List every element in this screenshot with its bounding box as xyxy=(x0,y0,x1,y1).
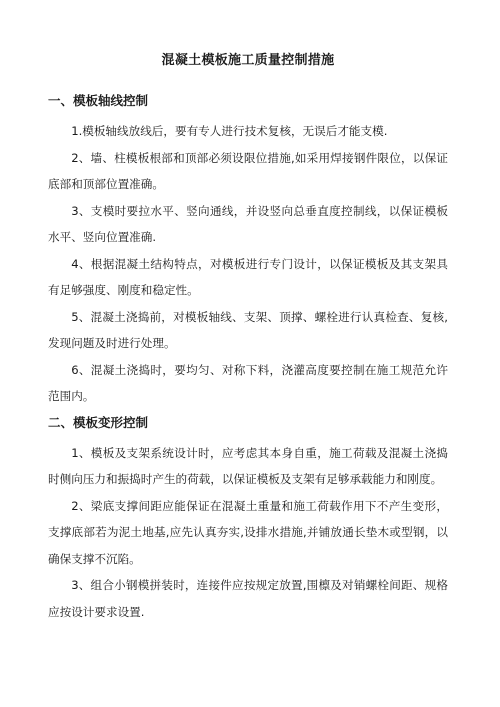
paragraph: 5、混凝土浇捣前，对模板轴线、支架、顶撑、螺栓进行认真检查、复核,发现问题及时进行处理。 xyxy=(48,309,448,350)
section-heading: 一、模板轴线控制 xyxy=(48,93,149,108)
section-axis-control xyxy=(48,92,448,410)
paragraph: 2、梁底支撑间距应能保证在混凝土重量和施工荷载作用下不产生变形，支撑底部若为泥土地基,应先认真夯实,设排水措施,并铺放通长垫木或型钢，以确保支撑不沉陷。 xyxy=(48,498,448,566)
paragraph: 1、模板及支架系统设计时，应考虑其本身自重，施工荷载及混凝土浇捣时侧向压力和振捣时产生的荷载，以保证模板及支架有足够承载能力和刚度。 xyxy=(48,445,448,486)
paragraph: 6、混凝土浇捣时，要均匀、对称下料，浇灌高度要控制在施工规范允许范围内。 xyxy=(48,362,448,403)
paragraph: 2、墙、柱模板根部和顶部必须设限位措施,如采用焊接钢件限位，以保证底部和顶部位置准确。 xyxy=(48,150,448,191)
paragraph: 3、组合小钢模拼装时，连接件应按规定放置,围檩及对销螺栓间距、规格应按设计要求设置. xyxy=(48,578,448,619)
paragraph: 1.模板轴线放线后，要有专人进行技术复核，无误后才能支模. xyxy=(71,124,388,138)
section-heading: 二、模板变形控制 xyxy=(48,414,149,430)
paragraph: 4、根据混凝土结构特点，对模板进行专门设计，以保证模板及其支架具有足够强度、刚度和稳定性。 xyxy=(48,256,448,297)
section-deformation-control xyxy=(48,414,448,626)
paragraph: 3、支模时要拉水平、竖向通线，并设竖向总垂直度控制线，以保证模板水平、竖向位置准确. xyxy=(48,203,448,244)
document-title: 混凝土模板施工质量控制措施 xyxy=(161,53,335,68)
